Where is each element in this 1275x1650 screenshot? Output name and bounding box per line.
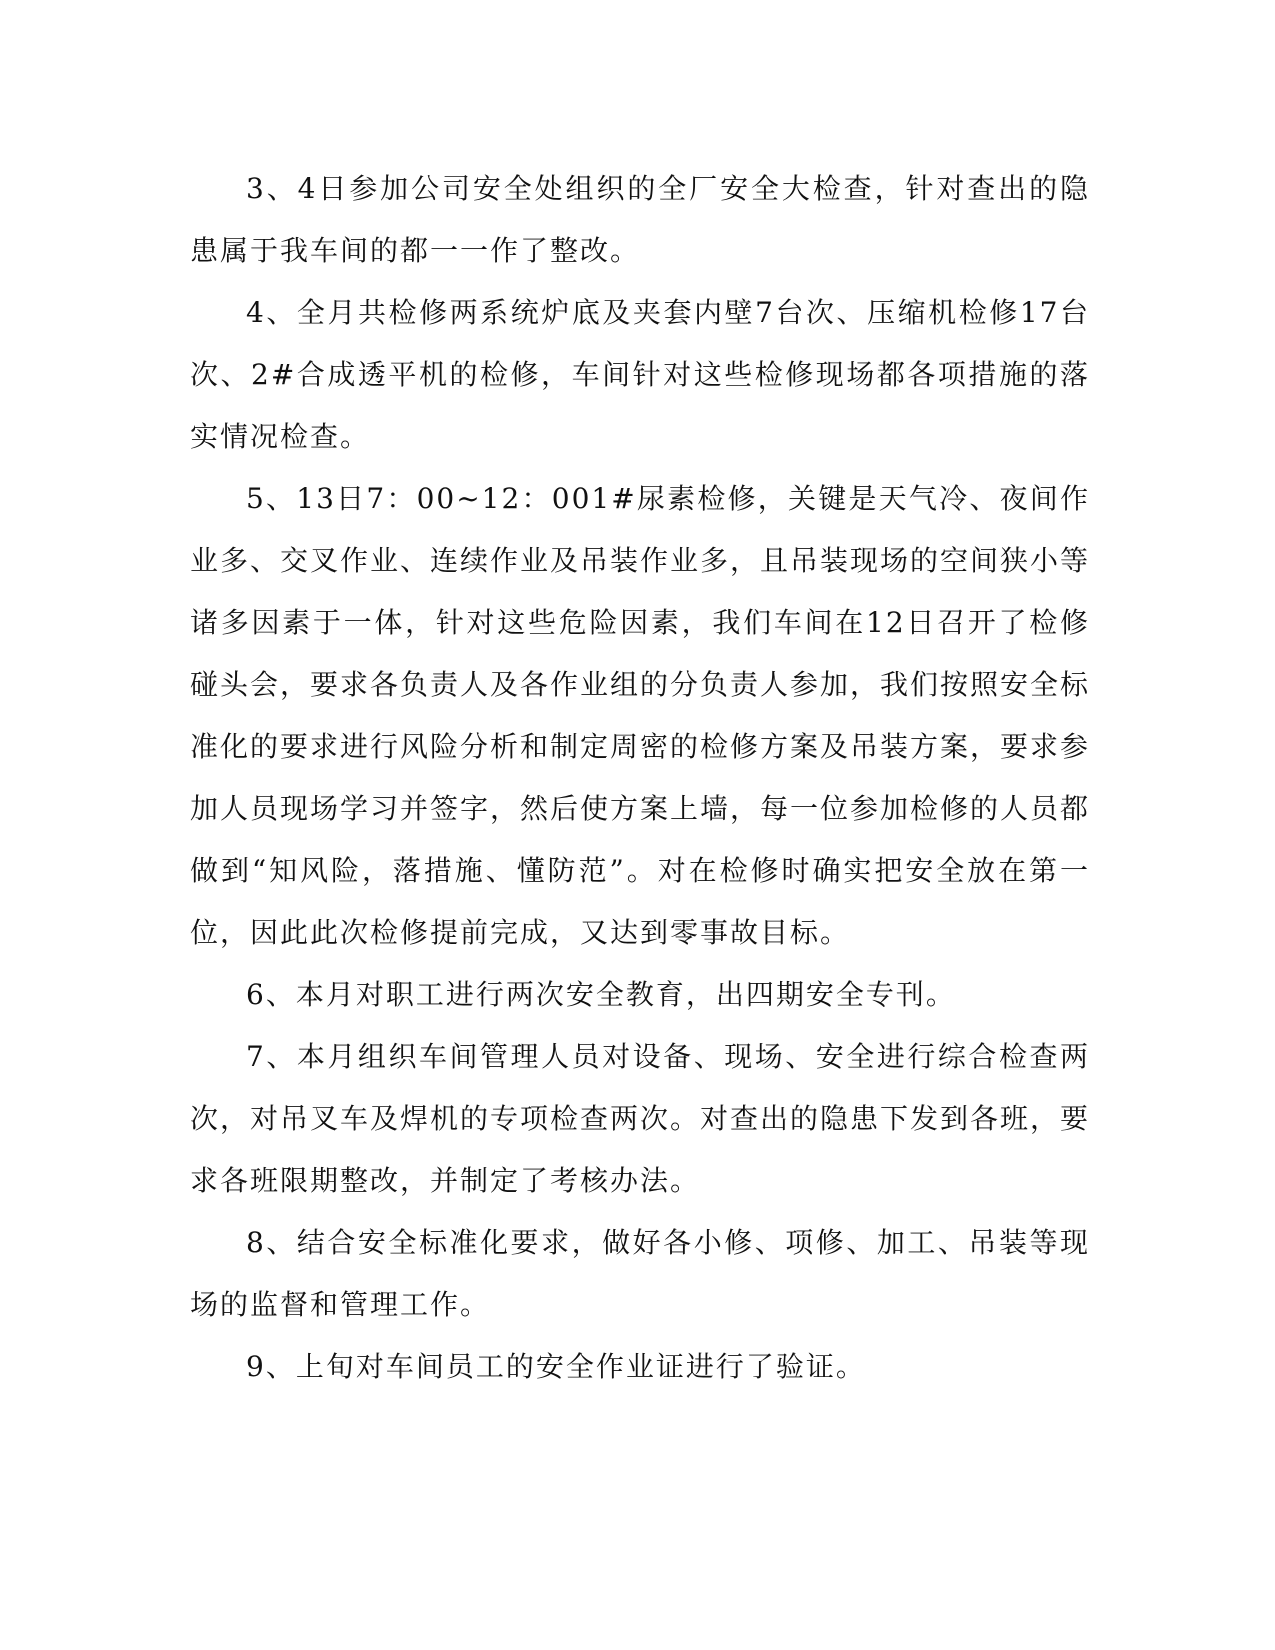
paragraph-item-6: 6、本月对职工进行两次安全教育，出四期安全专刊。 [246,978,956,1011]
paragraph-item-5: 5、13日7：00~12：001#尿素检修，关键是天气冷、夜间作业多、交叉作业、连续作业及吊装作业多，且吊装现场的空间狭小等诸多因素于一体，针对这些危险因素，我们车间在12日召开了检修碰头会，要求各负责人及各作业组的分负责人参加，我们按照安全标准化的要求进行风险分析和制定周密的检修方案及吊装方案，要求参加人员现场学习并签字，然后使方案上墙，每一位参加检修的人员都做到“知风险，落措施、懂防范”。对在检修时确实把安全放在第一位，因此此次检修提前完成，又达到零事故目标。 [190,482,1091,949]
paragraph-item-7: 7、本月组织车间管理人员对设备、现场、安全进行综合检查两次，对吊叉车及焊机的专项检查两次。对查出的隐患下发到各班，要求各班限期整改，并制定了考核办法。 [190,1040,1091,1197]
paragraph-item-9: 9、上旬对车间员工的安全作业证进行了验证。 [246,1350,866,1383]
paragraph-item-8: 8、结合安全标准化要求，做好各小修、项修、加工、吊装等现场的监督和管理工作。 [190,1226,1090,1321]
paragraph-item-3: 3、4日参加公司安全处组织的全厂安全大检查，针对查出的隐患属于我车间的都一一作了整改。 [190,172,1090,267]
paragraph-item-4: 4、全月共检修两系统炉底及夹套内壁7台次、压缩机检修17台次、2#合成透平机的检修，车间针对这些检修现场都各项措施的落实情况检查。 [190,296,1090,453]
document-body [190,158,1090,1398]
